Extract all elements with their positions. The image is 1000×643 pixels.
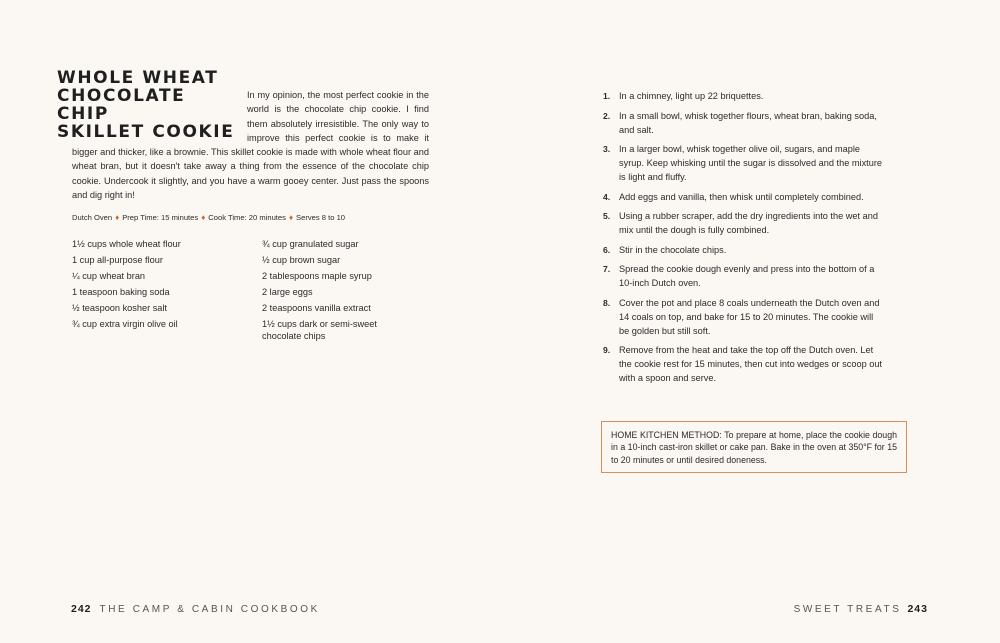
meta-prep-time: Prep Time: 15 minutes [122,213,199,222]
ingredients-column-2 [262,238,437,346]
step-number: 8. [603,297,611,308]
step-number: 4. [603,191,611,202]
ingredient-item: 1 teaspoon baking soda [72,287,170,297]
ingredient-item: 1 cup all-purpose flour [72,255,163,265]
page-number: 243 [907,603,928,615]
instruction-step [603,343,883,385]
section-title: SWEET TREATS [793,604,902,615]
title-line: SKILLET COOKIE [57,122,235,142]
step-text: Cover the pot and place 8 coals underneath the Dutch oven and 14 coals on top, and bake for 15 to 20 minutes. The cookie will be golden but still soft. [619,297,880,336]
step-text: Stir in the chocolate chips. [619,244,727,255]
instruction-step [603,190,883,204]
instructions-list [603,89,883,391]
intro-text: In my opinion, the most perfect cookie in the world is the chocolate chip cookie. I find them absolutely irresistible. The only way to improve this perfect cookie is to make it bigger and thicker, like a brownie. This skillet cookie is made with whole wheat flour and wheat bran, but it doesn't take away a thing from the essence of the chocolate chip cookie. Undercook it slightly, and you have a warm gooey center. Just pass the spoons and dig right in! [72,90,429,201]
meta-cook-time: Cook Time: 20 minutes [208,213,286,222]
title-line: WHOLE WHEAT [57,68,219,88]
flame-icon: ♦ [201,213,206,222]
instruction-step [603,243,883,257]
flame-icon: ♦ [288,213,294,222]
step-number: 3. [603,144,611,154]
page-number: 242 [71,603,92,615]
step-text: In a larger bowl, whisk together olive oil, sugars, and maple syrup. Keep whisking until the sugar is dissolved and the mixture is light and fluffy. [619,144,883,182]
meta-method: Dutch Oven [72,213,113,222]
title-spacer [72,88,247,144]
step-text: Add eggs and vanilla, then whisk until completely combined. [619,191,864,202]
ingredient-item: ½ cup brown sugar [262,255,341,265]
tip-text: HOME KITCHEN METHOD: To prepare at home, place the cookie dough in a 10-inch cast-iron skillet or cake pan. Bake in the oven at 350°F for 15 to 20 minutes or until desired doneness. [611,430,897,465]
title-line: CHOCOLATE CHIP [57,86,186,124]
step-number: 9. [603,345,611,355]
step-text: Remove from the heat and take the top off the Dutch oven. Let the cookie rest for 15 minutes, then cut into wedges or scoop out with a spoon and serve. [619,345,883,383]
ingredient-item: 2 teaspoons vanilla extract [262,303,371,313]
ingredients-column-1 [72,238,247,334]
left-footer [71,603,320,615]
step-number: 1. [603,91,611,101]
ingredient-item: 1½ cups whole wheat flour [72,239,181,249]
meta-serves: Serves 8 to 10 [296,213,346,222]
instruction-step [603,296,883,338]
step-number: 6. [603,244,611,255]
ingredient-item: 2 large eggs [262,287,313,297]
flame-icon: ♦ [115,213,120,222]
step-number: 7. [603,264,611,274]
instruction-step [603,262,883,290]
book-title: THE CAMP & CABIN COOKBOOK [99,604,320,615]
ingredient-item: ¼ cup wheat bran [72,271,146,281]
ingredient-item: 2 tablespoons maple syrup [262,271,372,281]
instruction-step [603,209,883,237]
step-text: Spread the cookie dough evenly and press into the bottom of a 10-inch Dutch oven. [619,264,875,288]
ingredient-item: ½ teaspoon kosher salt [72,303,167,313]
home-kitchen-tip-box [601,421,907,473]
ingredient-item: ¾ cup extra virgin olive oil [72,319,178,329]
ingredient-item: ¾ cup granulated sugar [262,239,359,249]
right-footer [794,603,928,615]
instruction-step [603,142,883,184]
step-number: 2. [603,110,611,121]
instruction-step [603,89,883,103]
right-page [500,0,1000,643]
instruction-step [603,109,883,137]
step-text: Using a rubber scraper, add the dry ingredients into the wet and mix until the dough is fully combined. [619,211,878,235]
step-text: In a chimney, light up 22 briquettes. [619,91,764,101]
step-text: In a small bowl, whisk together flours, wheat bran, baking soda, and salt. [619,110,877,135]
recipe-intro [72,88,429,202]
ingredient-item: 1½ cups dark or semi-sweet chocolate chips [262,319,377,341]
recipe-meta [72,213,345,222]
step-number: 5. [603,211,611,221]
